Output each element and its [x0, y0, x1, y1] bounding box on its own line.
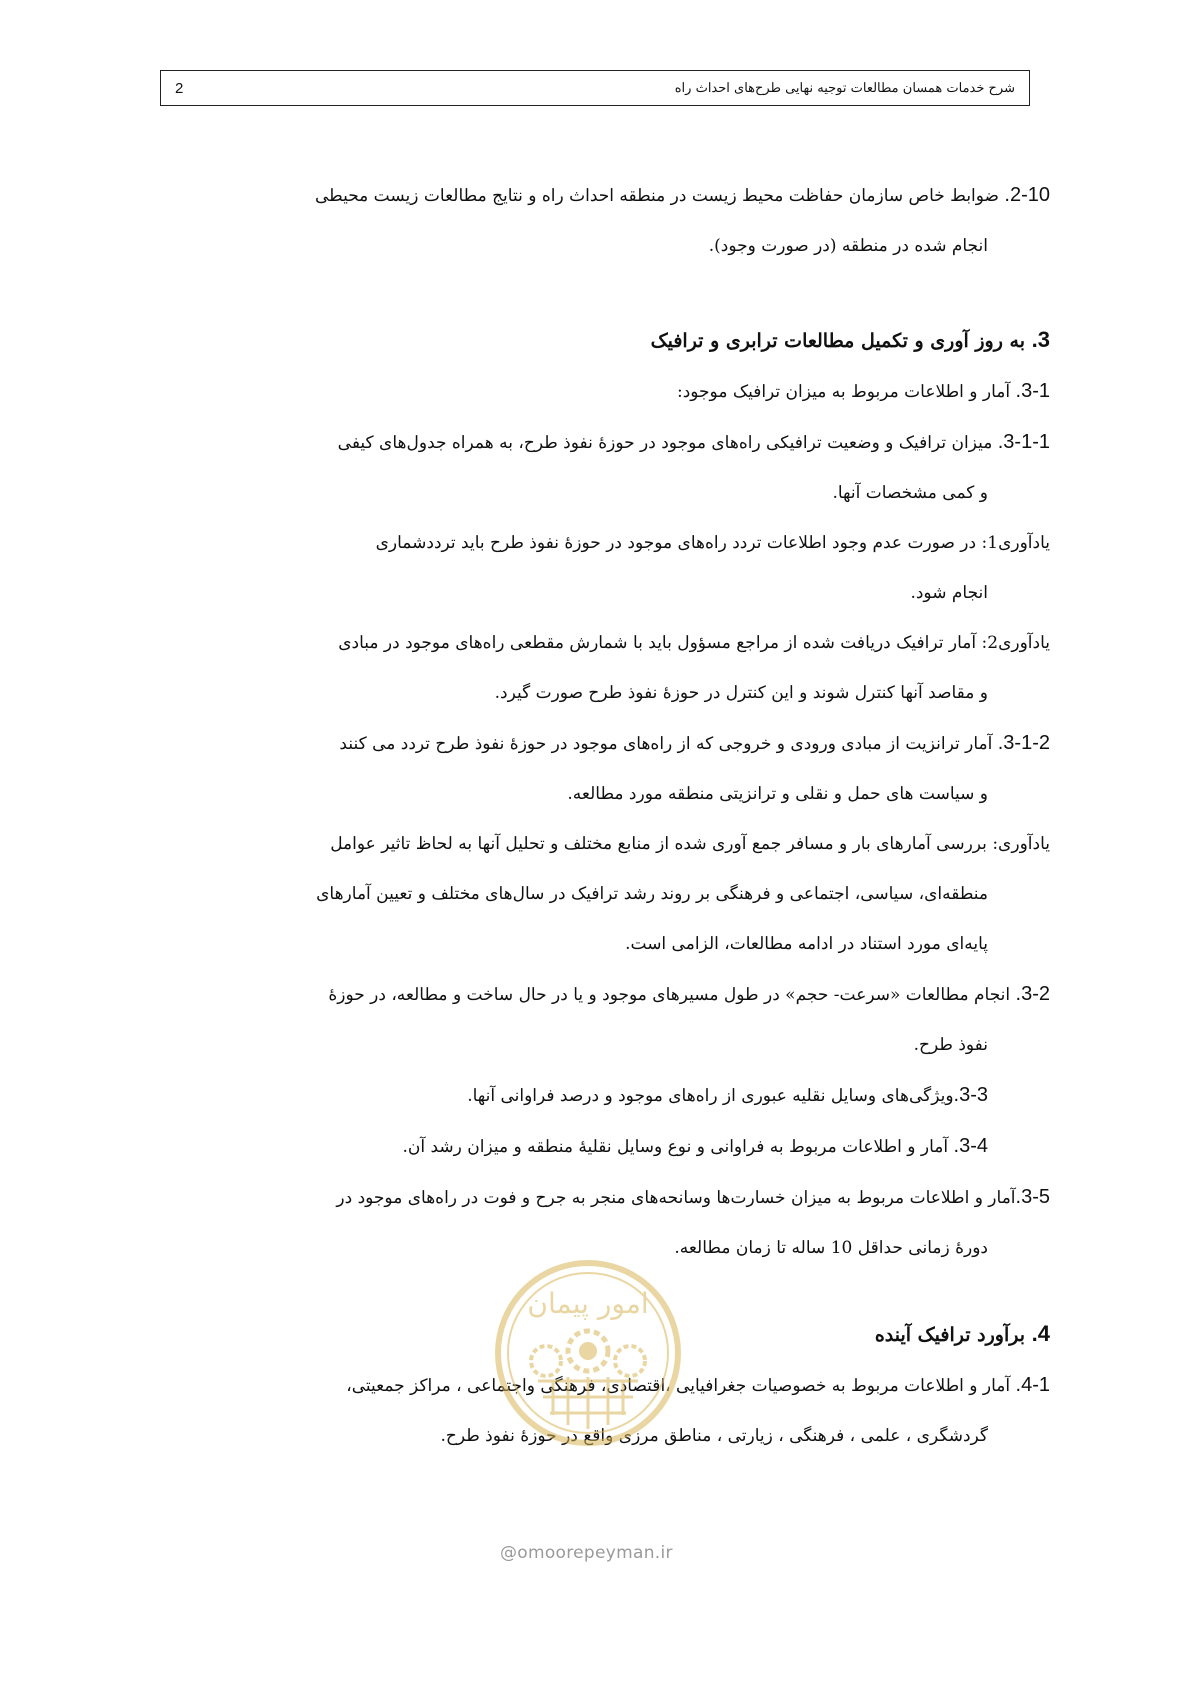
item-text: آمار و اطلاعات مربوط به میزان ترافیک موجود: [676, 382, 1016, 402]
item-label: 3-1-1. [997, 431, 1050, 453]
section-number: 3. [1031, 327, 1050, 352]
watermark-site: @omoorepeyman.ir [500, 1543, 673, 1563]
note-text: آمار ترافیک دریافت شده از مراجع مسؤول باید با شمارش مقطعی راه‌های موجود در مبادی [338, 633, 982, 653]
note-text-continued: منطقه‌ای، سیاسی، اجتماعی و فرهنگی بر روند رشد ترافیک در سال‌های مختلف و تعیین آمارهای [316, 884, 988, 904]
item-text-continued: انجام شده در منطقه (در صورت وجود). [708, 236, 988, 256]
item-label: 3-1. [1015, 380, 1050, 402]
item-text-continued: دورهٔ زمانی حداقل 10 ساله تا زمان مطالعه. [674, 1238, 988, 1258]
item-2-10 [170, 170, 1050, 271]
watermark-text: امور پیمان [527, 1287, 649, 1320]
item-label: 3-2. [1015, 983, 1050, 1005]
item-text: آمار و اطلاعات مربوط به میزان خسارت‌ها وسانحه‌های منجر به جرح و فوت در راه‌های موجود در [336, 1188, 1016, 1208]
item-label: 3-4. [953, 1135, 988, 1157]
item-3-4 [170, 1121, 1050, 1172]
item-label: 2-10. [1004, 184, 1050, 206]
item-text: آمار و اطلاعات مربوط به خصوصیات جغرافیایی ،اقتصادی، فرهنگی واجتماعی ، مراکز جمعیتی، [346, 1376, 1016, 1396]
item-text-continued: نفوذ طرح. [913, 1035, 988, 1055]
item-text: ضوابط خاص سازمان حفاظت محیط زیست در منطقه احداث راه و نتایج مطالعات زیست محیطی [314, 186, 1005, 206]
item-text: آمار و اطلاعات مربوط به فراوانی و نوع وسایل نقلیهٔ منطقه و میزان رشد آن. [402, 1137, 954, 1157]
item-label: 4-1. [1015, 1374, 1050, 1396]
note-3 [170, 819, 1050, 969]
item-label: 3-1-2. [997, 732, 1050, 754]
item-text: ویژگی‌های وسایل نقلیه عبوری از راه‌های موجود و درصد فراوانی آنها. [467, 1086, 954, 1106]
item-3-1-2 [170, 718, 1050, 819]
note-text: بررسی آمارهای بار و مسافر جمع آوری شده از منابع مختلف و تحلیل آنها به لحاظ تاثیر عوامل [330, 834, 993, 854]
note-label: یادآوری2: [981, 633, 1050, 653]
item-text: آمار ترانزیت از مبادی ورودی و خروجی که از راه‌های موجود در حوزهٔ نفوذ طرح تردد می کنند [339, 734, 998, 754]
item-text: انجام مطالعات «سرعت- حجم» در طول مسیرهای موجود و یا در حال ساخت و مطالعه، در حوزهٔ [328, 985, 1016, 1005]
item-3-3 [170, 1070, 1050, 1121]
header-title: شرح خدمات همسان مطالعات توجیه نهایی طرح‌های احداث راه [674, 80, 1015, 96]
item-text-continued: و سیاست های حمل و نقلی و ترانزیتی منطقه مورد مطالعه. [567, 784, 988, 804]
item-text: میزان ترافیک و وضعیت ترافیکی راه‌های موجود در حوزهٔ نفوذ طرح، به همراه جدول‌های کیفی [337, 433, 998, 453]
page-number: 2 [175, 79, 184, 97]
page-header [160, 70, 1030, 106]
section-3-heading [170, 315, 1050, 366]
section-title: به روز آوری و تکمیل مطالعات ترابری و ترافیک [650, 330, 1032, 352]
note-label: یادآوری1: [981, 533, 1050, 553]
section-number: 4. [1031, 1321, 1050, 1346]
item-text-continued: گردشگری ، علمی ، فرهنگی ، زیارتی ، مناطق مرزی واقع در حوزهٔ نفوذ طرح. [440, 1426, 988, 1446]
item-3-1-1 [170, 417, 1050, 518]
note-text-continued: انجام شود. [910, 583, 988, 603]
note-1 [170, 518, 1050, 618]
note-label: یادآوری: [992, 834, 1050, 854]
watermark-logo [488, 1253, 688, 1453]
item-3-1 [170, 366, 1050, 417]
note-2 [170, 618, 1050, 718]
section-title: برآورد ترافیک آینده [874, 1324, 1032, 1346]
note-text-continued: و مقاصد آنها کنترل شوند و این کنترل در حوزهٔ نفوذ طرح صورت گیرد. [494, 683, 988, 703]
item-text-continued: و کمی مشخصات آنها. [832, 483, 988, 503]
item-label: 3-3. [953, 1084, 988, 1106]
note-text: در صورت عدم وجود اطلاعات تردد راه‌های موجود در حوزهٔ نفوذ طرح باید ترددشماری [375, 533, 982, 553]
note-text-continued-2: پایه‌ای مورد استناد در ادامه مطالعات، الزامی است. [625, 934, 988, 954]
item-label: 3-5. [1015, 1186, 1050, 1208]
item-3-2 [170, 969, 1050, 1070]
